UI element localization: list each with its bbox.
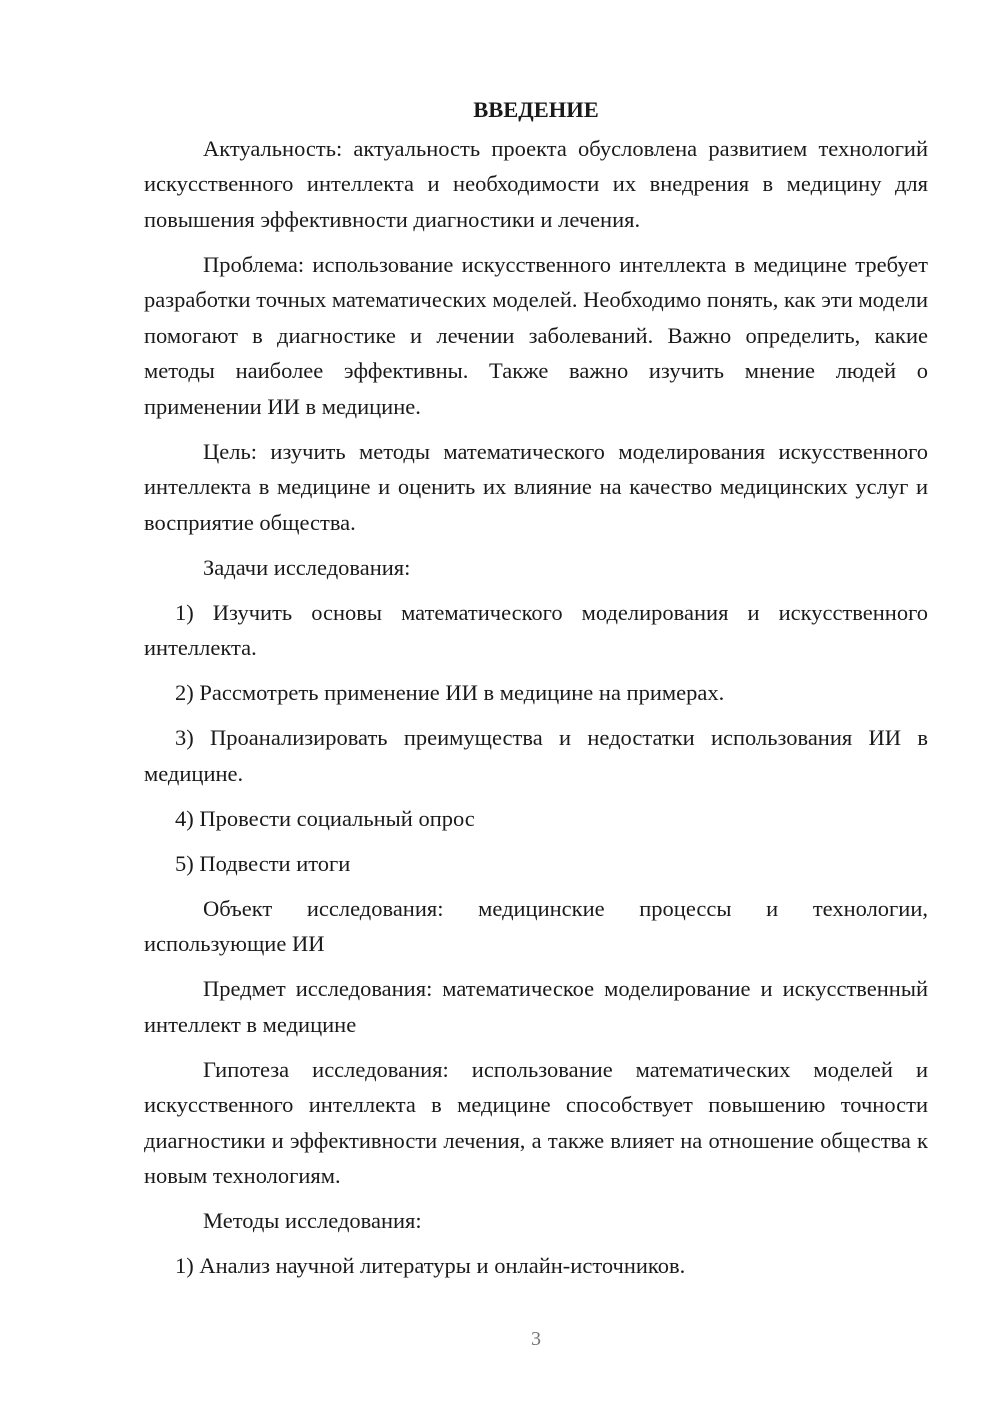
document-page	[144, 92, 928, 1293]
tasks-heading: Задачи исследования:	[203, 554, 411, 580]
paragraph-subject: Предмет исследования: математическое моделирование и искусственный интеллект в медицине	[144, 976, 928, 1037]
paragraph-object: Объект исследования: медицинские процессы и технологии, использующие ИИ	[144, 895, 928, 956]
paragraph-hypothesis: Гипотеза исследования: использование математических моделей и искусственного интеллекта в медицине способствует повышению точности диагностики и эффективности лечения, а также влияет на отношение общества к новым технологиям.	[144, 1056, 928, 1188]
task-item-5: 5) Подвести итоги	[175, 850, 351, 876]
paragraph-relevance: Актуальность: актуальность проекта обусловлена развитием технологий искусственного интеллекта и необходимости их внедрения в медицину для повышения эффективности диагностики и лечения.	[144, 135, 928, 232]
section-title: ВВЕДЕНИЕ	[473, 97, 599, 122]
methods-heading: Методы исследования:	[203, 1208, 422, 1233]
paragraph-goal: Цель: изучить методы математического моделирования искусственного интеллекта в медицине и оценить их влияние на качество медицинских услуг и восприятие общества.	[144, 438, 928, 535]
paragraph-problem: Проблема: использование искусственного интеллекта в медицине требует разработки точных математических моделей. Необходимо понять, как эти модели помогают в диагностике и лечении заболеваний. Важно определить, какие методы наиболее эффективны. Также важно изучить мнение людей о применении ИИ в медицине.	[144, 251, 928, 419]
task-item-1: 1) Изучить основы математического моделирования и искусственного интеллекта.	[144, 599, 928, 660]
method-item-1: 1) Анализ научной литературы и онлайн-источников.	[175, 1253, 686, 1278]
task-item-4: 4) Провести социальный опрос	[175, 805, 475, 831]
task-item-3: 3) Проанализировать преимущества и недостатки использования ИИ в медицине.	[144, 725, 928, 786]
page-number: 3	[531, 1328, 541, 1350]
task-item-2: 2) Рассмотреть применение ИИ в медицине на примерах.	[175, 680, 725, 705]
